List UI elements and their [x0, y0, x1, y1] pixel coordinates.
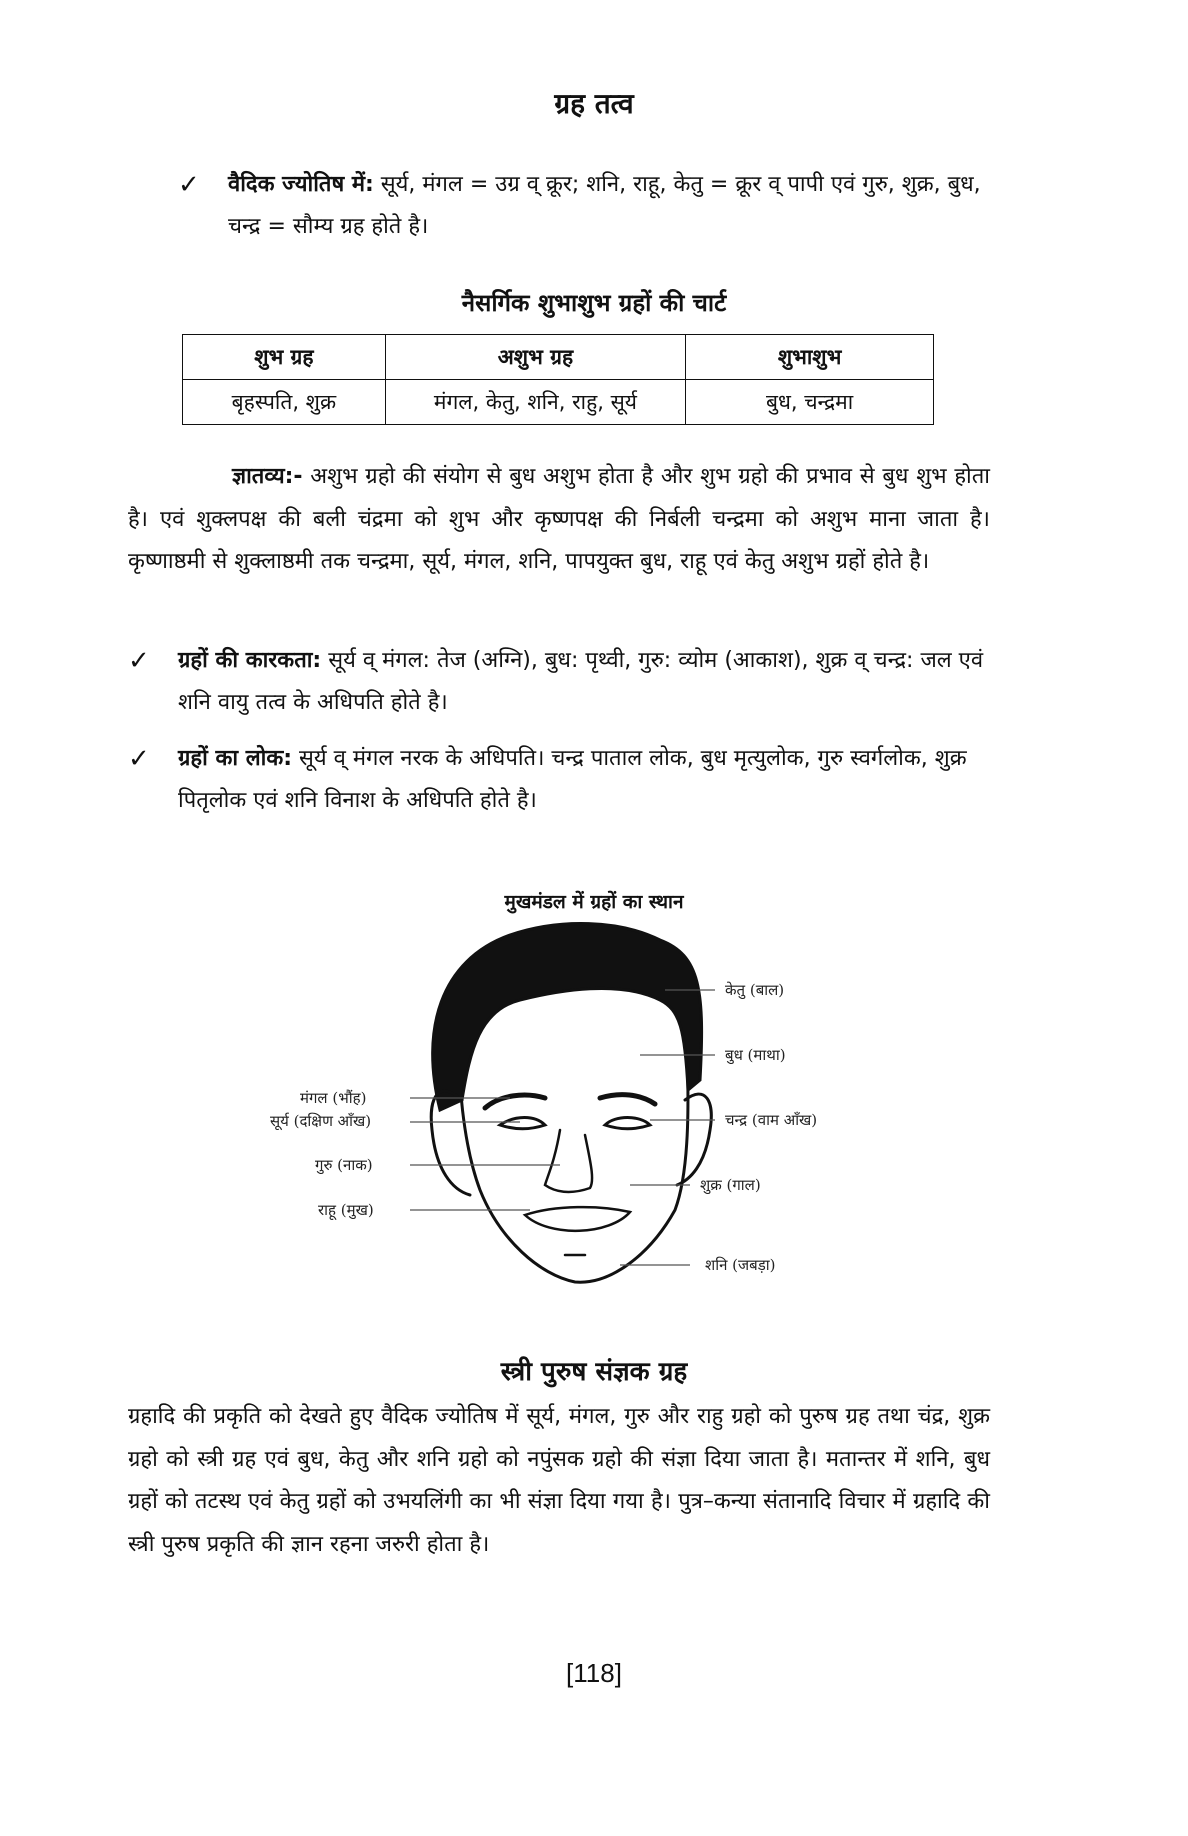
check-mark-icon: ✓: [178, 170, 200, 200]
chart-title: नैसर्गिक शुभाशुभ ग्रहों की चार्ट: [461, 289, 727, 317]
face-label-ketu: केतु (बाल): [725, 981, 785, 999]
nose: [545, 1130, 592, 1192]
hair: [433, 924, 702, 1110]
face-label-saturn: शनि (जबड़ा): [705, 1256, 776, 1274]
face-label-mercury: बुध (माथा): [725, 1046, 786, 1064]
section-title: स्त्री पुरुष संज्ञक ग्रह: [500, 1357, 688, 1387]
note-body: अशुभ ग्रहो की संयोग से बुध अशुभ होता है और शुभ ग्रहो की प्रभाव से बुध शुभ होता है। एवं शुक्लपक्ष की बली चंद्रमा को शुभ और कृष्णपक्ष की निर्बली चन्द्रमा को अशुभ माना जाता है। कृष्णाष्ठमी से शुक्लाष्ठमी तक चन्द्रमा, सूर्य, मंगल, शनि, पापयुक्त बुध, राहू एवं केतु अशुभ ग्रहों होते है।: [128, 464, 990, 574]
bullet-body: सूर्य, मंगल = उग्र व् क्रूर; शनि, राहू, केतु = क्रूर व् पापी एवं गुरु, शुक्र, बुध, चन्द्र = सौम्य ग्रह होते है।: [228, 172, 981, 239]
table-cell: बुध, चन्द्रमा: [686, 380, 934, 425]
table-cell: बृहस्पति, शुक्र: [183, 380, 386, 425]
bullet-lead: ग्रहों का लोक:: [178, 746, 293, 771]
table-header: शुभाशुभ: [686, 335, 934, 380]
left-eyebrow: [485, 1095, 545, 1108]
bullet-lead: ग्रहों की कारकता:: [178, 648, 322, 673]
face-label-rahu: राहू (मुख): [318, 1201, 374, 1219]
mouth: [525, 1207, 630, 1231]
figure-title: मुखमंडल में ग्रहों का स्थान: [504, 891, 684, 913]
face-label-sun: सूर्य (दक्षिण आँख): [270, 1112, 372, 1130]
bullet-body: सूर्य व् मंगल: तेज (अग्नि), बुध: पृथ्वी, गुरु: व्योम (आकाश), शुक्र व् चन्द्र: जल एवं शनि वायु तत्व के अधिपति होते है।: [178, 648, 984, 715]
page-number: [118]: [566, 1658, 622, 1688]
bullet-lead: वैदिक ज्योतिष में:: [228, 172, 374, 197]
face-label-venus: शुक्र (गाल): [700, 1176, 761, 1194]
face-label-mars: मंगल (भौंह): [300, 1089, 367, 1107]
note-lead: ज्ञातव्य:-: [232, 464, 303, 489]
face-label-moon: चन्द्र (वाम आँख): [725, 1111, 818, 1129]
right-ear: [677, 1094, 711, 1185]
check-mark-icon: ✓: [128, 744, 150, 774]
bullet-body: सूर्य व् मंगल नरक के अधिपति। चन्द्र पाताल लोक, बुध मृत्युलोक, गुरु स्वर्गलोक, शुक्र पितृलोक एवं शनि विनाश के अधिपति होते है।: [178, 746, 967, 813]
page-title: ग्रह तत्व: [554, 87, 634, 120]
check-mark-icon: ✓: [128, 646, 150, 676]
table-cell: मंगल, केतु, शनि, राहु, सूर्य: [385, 380, 685, 425]
face-label-jupiter: गुरु (नाक): [315, 1156, 373, 1174]
gender-paragraph: ग्रहादि की प्रकृति को देखते हुए वैदिक ज्योतिष में सूर्य, मंगल, गुरु और राहु ग्रहो को पुरुष ग्रह तथा चंद्र, शुक्र ग्रहो को स्त्री ग्रह एवं बुध, केतु और शनि ग्रहो को नपुंसक ग्रहो की संज्ञा दिया जाता है। मतान्तर में शनि, बुध ग्रहों को तटस्थ एवं केतु ग्रहों को उभयलिंगी का भी संज्ञा दिया गया है। पुत्र–कन्या संतानादि विचार में ग्रहादि की स्त्री पुरुष प्रकृति की ज्ञान रहना जरुरी होता है।: [128, 1404, 990, 1557]
table-header: अशुभ ग्रह: [385, 335, 685, 380]
table-header: शुभ ग्रह: [183, 335, 386, 380]
left-eye: [500, 1118, 545, 1129]
right-eye: [605, 1118, 650, 1129]
right-eyebrow: [600, 1095, 655, 1104]
face-outline: [459, 1000, 688, 1282]
